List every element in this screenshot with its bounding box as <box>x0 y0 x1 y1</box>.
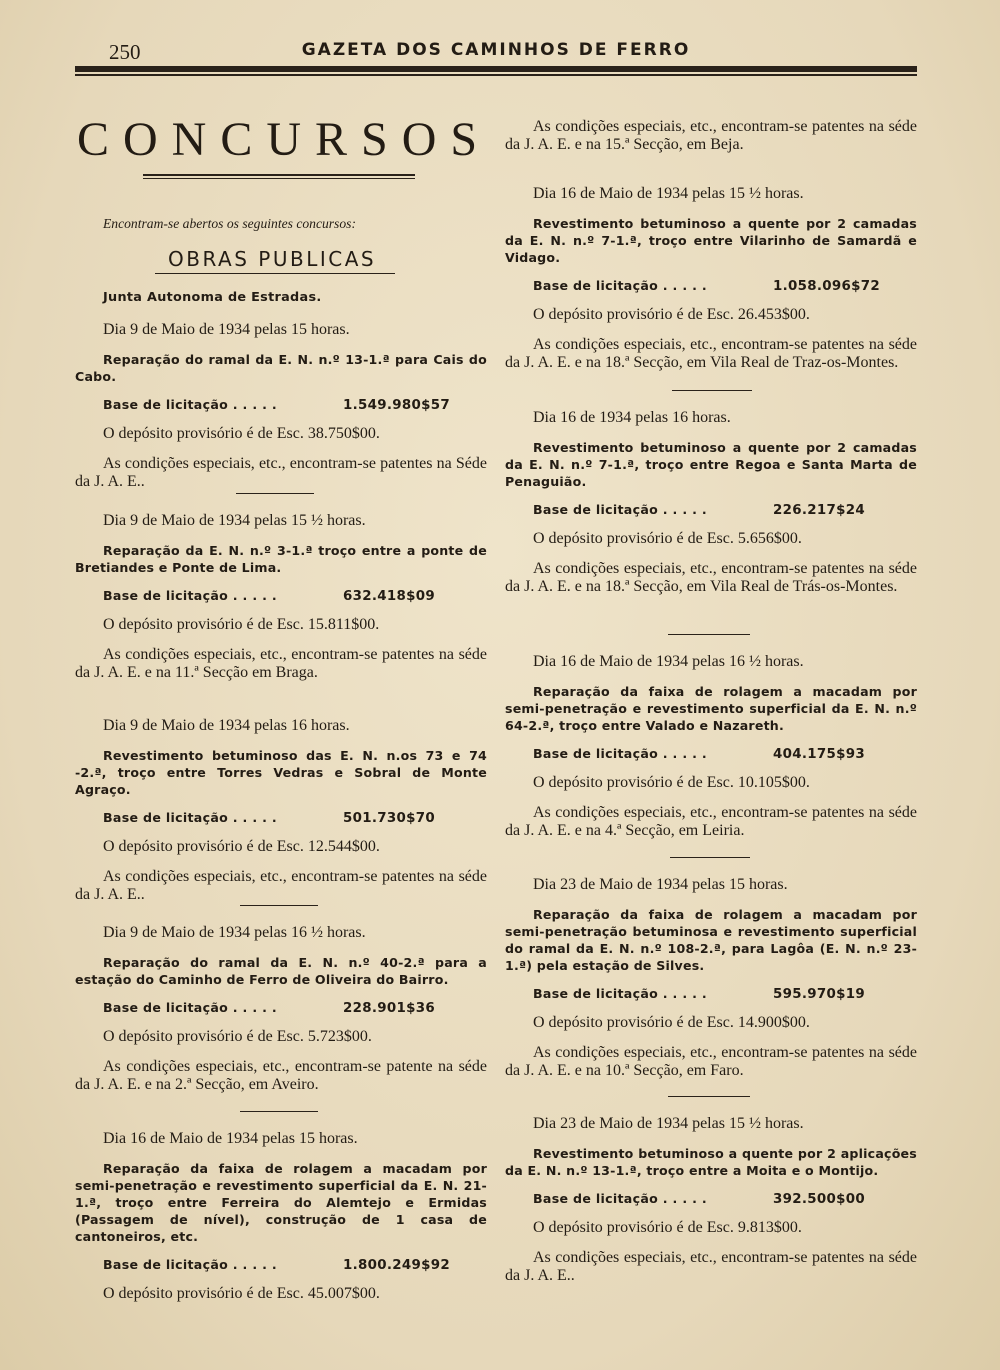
base-amount: 228.901$36 <box>343 1001 435 1016</box>
tender-item <box>505 653 917 840</box>
base-licitacao <box>75 588 487 604</box>
base-licitacao <box>505 986 917 1002</box>
base-licitacao <box>505 1191 917 1207</box>
intro-text: Encontram-se abertos os seguintes concursos: <box>103 216 356 231</box>
deposit-text: O depósito provisório é de Esc. 38.750$00. <box>103 425 380 442</box>
conditions-text: As condições especiais, etc., encontram-se patentes na séde da J. A. E. e na 11.ª Secção em Braga. <box>75 646 487 681</box>
tender-description: Reparação da faixa de rolagem a macadam por semi-penetração e revestimento superficial da E. N. n.º 64-2.ª, troço entre Valado e Nazareth. <box>505 684 917 733</box>
page-title: CONCURSOS <box>77 113 492 166</box>
separator-rule <box>668 634 750 635</box>
base-label: Base de licitação . . . . . <box>103 588 277 603</box>
base-amount: 1.800.249$92 <box>343 1258 450 1273</box>
tender-description: Reparação da E. N. n.º 3-1.ª troço entre a ponte de Bretiandes e Ponte de Lima. <box>75 543 487 575</box>
deposit-text: O depósito provisório é de Esc. 5.723$00. <box>103 1028 372 1045</box>
tender-date: Dia 23 de Maio de 1934 pelas 15 horas. <box>533 876 788 893</box>
tender-date: Dia 16 de 1934 pelas 16 horas. <box>533 409 731 426</box>
deposit-text: O depósito provisório é de Esc. 9.813$00. <box>533 1219 802 1236</box>
tender-item <box>505 1115 917 1285</box>
tender-date: Dia 16 de Maio de 1934 pelas 15 ½ horas. <box>533 185 804 202</box>
base-label: Base de licitação . . . . . <box>103 397 277 412</box>
deposit-text: O depósito provisório é de Esc. 5.656$00. <box>533 530 802 547</box>
conditions-text: As condições especiais, etc., encontram-se patentes na séde da J. A. E. e na 18.ª Secção, em Vila Real de Trás-os-Montes. <box>505 560 917 595</box>
entity-name: Junta Autonoma de Estradas. <box>103 290 322 305</box>
conditions-text: As condições especiais, etc., encontram-se patentes na séde da J. A. E.. <box>75 868 487 903</box>
base-amount: 1.549.980$57 <box>343 398 450 413</box>
conditions-text: As condições especiais, etc., encontram-se patentes na séde da J. A. E.. <box>505 1249 917 1284</box>
tender-item <box>505 185 917 372</box>
tender-date: Dia 23 de Maio de 1934 pelas 15 ½ horas. <box>533 1115 804 1132</box>
separator-rule <box>236 493 314 494</box>
tender-date: Dia 16 de Maio de 1934 pelas 15 horas. <box>103 1130 358 1147</box>
base-label: Base de licitação . . . . . <box>533 986 707 1001</box>
page-number: 250 <box>109 40 141 64</box>
conditions-text: As condições especiais, etc., encontram-se patentes na séde da J. A. E. e na 4.ª Secção, em Leiria. <box>505 804 917 839</box>
tender-item <box>505 876 917 1080</box>
base-label: Base de licitação . . . . . <box>533 502 707 517</box>
separator-rule <box>240 905 318 906</box>
deposit-text: O depósito provisório é de Esc. 15.811$00. <box>103 616 380 633</box>
base-amount: 226.217$24 <box>773 503 865 518</box>
separator-rule <box>670 857 750 858</box>
tender-description: Revestimento betuminoso a quente por 2 camadas da E. N. n.º 7-1.ª, troço entre Vilarinho de Samardã e Vidago. <box>505 216 917 265</box>
tender-item <box>75 924 487 1094</box>
base-licitacao <box>505 746 917 762</box>
base-amount: 1.058.096$72 <box>773 279 880 294</box>
tender-description: Reparação do ramal da E. N. n.º 13-1.ª para Cais do Cabo. <box>75 352 487 384</box>
tender-item <box>75 512 487 682</box>
conditions-text: As condições especiais, etc., encontram-se patente na séde da J. A. E. e na 2.ª Secção, em Aveiro. <box>75 1058 487 1093</box>
section-heading: OBRAS PUBLICAS <box>168 247 377 271</box>
base-label: Base de licitação . . . . . <box>103 1000 277 1015</box>
separator-rule <box>672 390 752 391</box>
tender-description: Revestimento betuminoso das E. N. n.os 73 e 74 -2.ª, troço entre Torres Vedras e Sobral de Monte Agraço. <box>75 748 487 797</box>
tender-item <box>75 717 487 904</box>
tender-date: Dia 9 de Maio de 1934 pelas 15 horas. <box>103 321 350 338</box>
separator-rule <box>668 1096 750 1097</box>
base-label: Base de licitação . . . . . <box>533 278 707 293</box>
tender-item <box>75 321 487 491</box>
base-label: Base de licitação . . . . . <box>103 810 277 825</box>
deposit-text: O depósito provisório é de Esc. 12.544$00. <box>103 838 380 855</box>
conditions-text: As condições especiais, etc., encontram-se patentes na Séde da J. A. E.. <box>75 455 487 490</box>
separator-rule <box>240 1111 318 1112</box>
base-label: Base de licitação . . . . . <box>103 1257 277 1272</box>
base-licitacao <box>505 502 917 518</box>
base-licitacao <box>505 278 917 294</box>
base-amount: 632.418$09 <box>343 589 435 604</box>
tender-item <box>505 409 917 596</box>
tender-date: Dia 9 de Maio de 1934 pelas 15 ½ horas. <box>103 512 366 529</box>
deposit-text: O depósito provisório é de Esc. 26.453$00. <box>533 306 810 323</box>
tender-date: Dia 9 de Maio de 1934 pelas 16 ½ horas. <box>103 924 366 941</box>
base-licitacao <box>75 810 487 826</box>
conditions-text: As condições especiais, etc., encontram-se patentes na séde da J. A. E. e na 18.ª Secção, em Vila Real de Traz-os-Montes. <box>505 336 917 371</box>
page-header <box>75 34 917 78</box>
header-rule-thin <box>75 74 917 76</box>
base-licitacao <box>75 397 487 413</box>
tender-description: Reparação da faixa de rolagem a macadam por semi-penetração betuminosa e revestimento superficial do ramal da E. N. n.º 108-2.ª, para Lagôa (E. N. n.º 23-1.ª) pela estação de Silves. <box>505 907 917 973</box>
base-amount: 595.970$19 <box>773 987 865 1002</box>
tender-description: Revestimento betuminoso a quente por 2 camadas da E. N. n.º 7-1.ª, troço entre Regoa e Santa Marta de Penaguião. <box>505 440 917 489</box>
base-licitacao <box>75 1257 487 1273</box>
conditions-text: As condições especiais, etc., encontram-se patentes na séde da J. A. E. e na 10.ª Secção, em Faro. <box>505 1044 917 1079</box>
base-label: Base de licitação . . . . . <box>533 1191 707 1206</box>
title-underline <box>143 174 415 179</box>
deposit-text: O depósito provisório é de Esc. 14.900$00. <box>533 1014 810 1031</box>
tender-date: Dia 9 de Maio de 1934 pelas 16 horas. <box>103 717 350 734</box>
tender-item <box>75 1130 487 1303</box>
section-underline <box>155 273 395 274</box>
tender-description: Reparação do ramal da E. N. n.º 40-2.ª para a estação do Caminho de Ferro de Oliveira do Bairro. <box>75 955 487 987</box>
base-amount: 501.730$70 <box>343 811 435 826</box>
header-rule-thick <box>75 66 917 72</box>
tender-date: Dia 16 de Maio de 1934 pelas 16 ½ horas. <box>533 653 804 670</box>
tender-description: Revestimento betuminoso a quente por 2 aplicações da E. N. n.º 13-1.ª, troço entre a Moita e o Montijo. <box>505 1146 917 1178</box>
base-licitacao <box>75 1000 487 1016</box>
base-label: Base de licitação . . . . . <box>533 746 707 761</box>
journal-title: GAZETA DOS CAMINHOS DE FERRO <box>301 40 691 60</box>
base-amount: 404.175$93 <box>773 747 865 762</box>
tender-item <box>505 118 917 154</box>
tender-description: Reparação da faixa de rolagem a macadam por semi-penetração e revestimento superficial da E. N. 21-1.ª, troço entre Ferreira do Alemtejo e Ermidas (Passagem de nível), construção de 1 casa de cantoneiros, etc. <box>75 1161 487 1244</box>
base-amount: 392.500$00 <box>773 1192 865 1207</box>
deposit-text: O depósito provisório é de Esc. 10.105$00. <box>533 774 810 791</box>
conditions-text: As condições especiais, etc., encontram-se patentes na séde da J. A. E. e na 15.ª Secção, em Beja. <box>505 118 917 153</box>
deposit-text: O depósito provisório é de Esc. 45.007$00. <box>103 1285 380 1302</box>
